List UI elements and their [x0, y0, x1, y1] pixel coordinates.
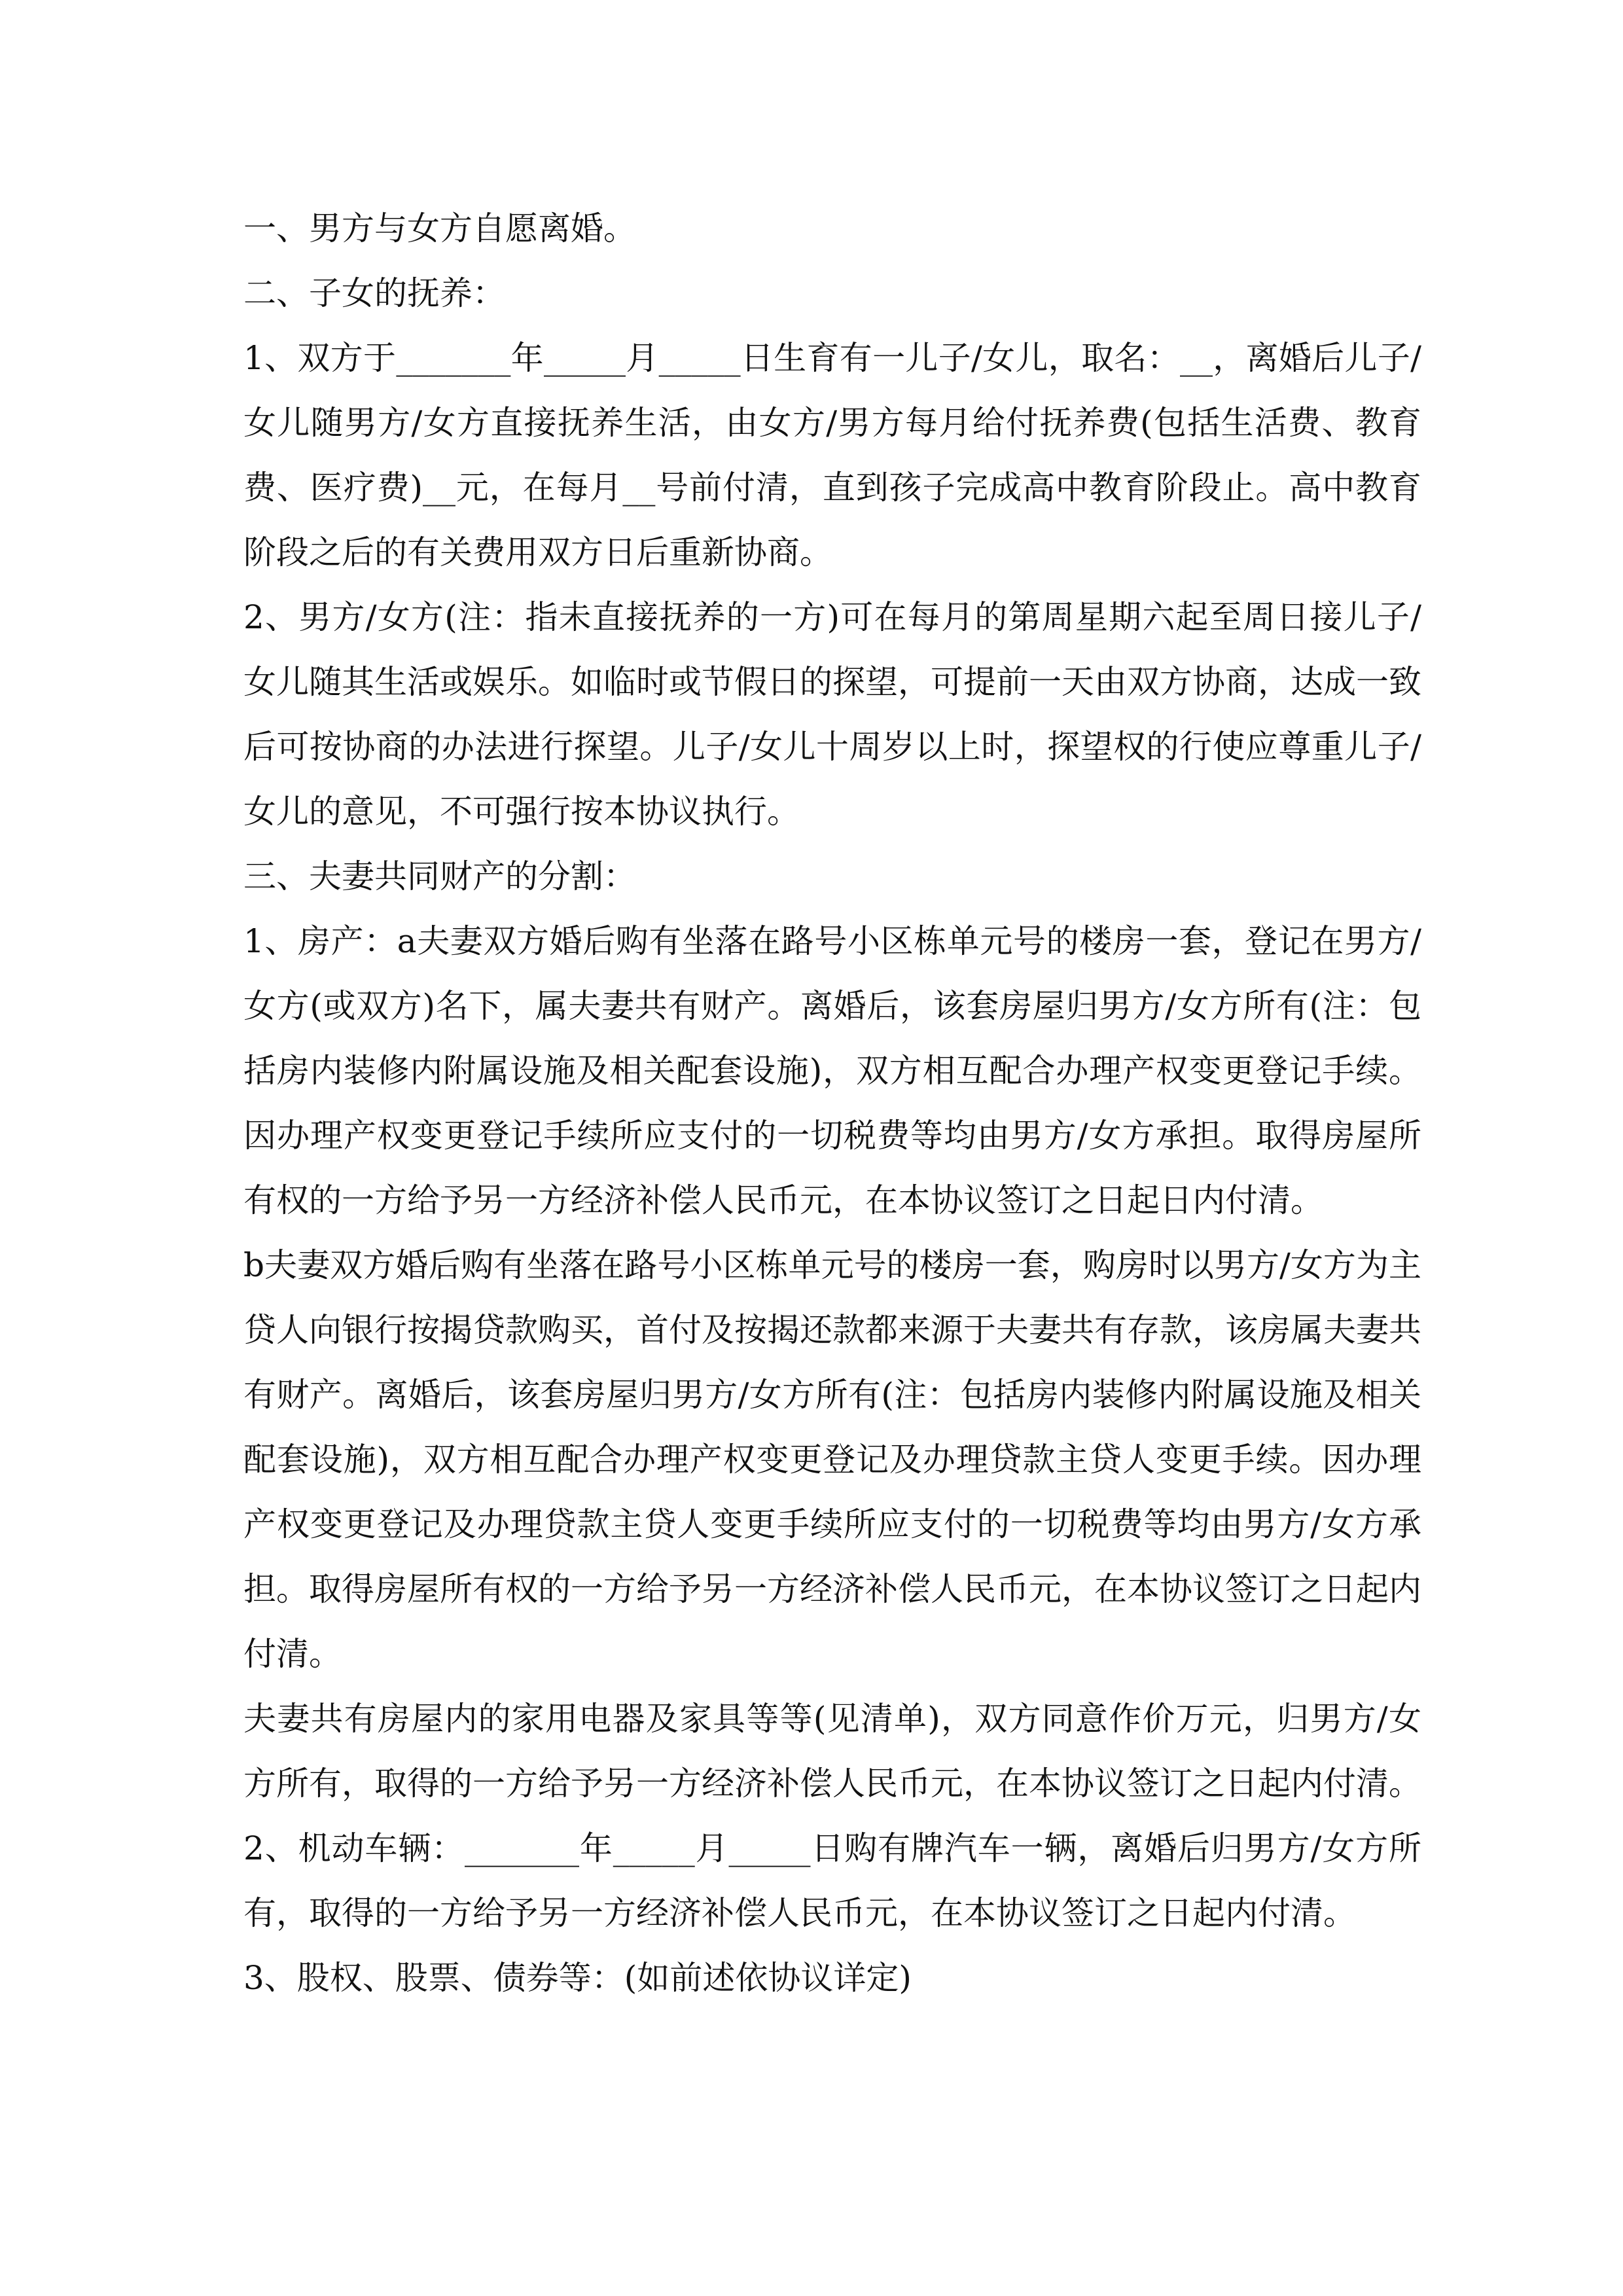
heading-child-custody: 二、子女的抚养：	[243, 274, 505, 312]
paragraph-equity-securities: 3、股权、股票、债券等：(如前述依协议详定)	[243, 1959, 912, 1997]
paragraph-household-items: 夫妻共有房屋内的家用电器及家具等等(见清单)，双方同意作价万元，归男方/女方所有，取得的一方给予另一方经济补偿人民币元，在本协议签订之日起内付清。	[243, 1700, 1421, 1803]
paragraph-voluntary-divorce: 一、男方与女方自愿离婚。	[243, 209, 636, 247]
paragraph-real-estate-b: b夫妻双方婚后购有坐落在路号小区栋单元号的楼房一套，购房时以男方/女方为主贷人向银行按揭贷款购买，首付及按揭还款都来源于夫妻共有存款，该房属夫妻共有财产。离婚后，该套房屋归男方/女方所有(注：包括房内装修内附属设施及相关配套设施)，双方相互配合办理产权变更登记及办理贷款主贷人变更手续。因办理产权变更登记及办理贷款主贷人变更手续所应支付的一切税费等均由男方/女方承担。取得房屋所有权的一方给予另一方经济补偿人民币元，在本协议签订之日起内付清。	[243, 1246, 1421, 1673]
paragraph-visitation-rights: 2、男方/女方(注：指未直接抚养的一方)可在每月的第周星期六起至周日接儿子/女儿随其生活或娱乐。如临时或节假日的探望，可提前一天由双方协商，达成一致后可按协商的办法进行探望。儿子/女儿十周岁以上时，探望权的行使应尊重儿子/女儿的意见，不可强行按本协议执行。	[243, 598, 1421, 831]
paragraph-real-estate-a: 1、房产：a夫妻双方婚后购有坐落在路号小区栋单元号的楼房一套，登记在男方/女方(或双方)名下，属夫妻共有财产。离婚后，该套房屋归男方/女方所有(注：包括房内装修内附属设施及相关配套设施)，双方相互配合办理产权变更登记手续。因办理产权变更登记手续所应支付的一切税费等均由男方/女方承担。取得房屋所有权的一方给予另一方经济补偿人民币元，在本协议签订之日起日内付清。	[243, 922, 1421, 1219]
document-body	[243, 196, 1421, 2011]
heading-property-division: 三、夫妻共同财产的分割：	[243, 857, 636, 895]
paragraph-child-support: 1、双方于_______年_____月_____日生育有一儿子/女儿，取名：__，离婚后儿子/女儿随男方/女方直接抚养生活，由女方/男方每月给付抚养费(包括生活费、教育费、医疗费)__元，在每月__号前付清，直到孩子完成高中教育阶段止。高中教育阶段之后的有关费用双方日后重新协商。	[243, 339, 1421, 571]
paragraph-motor-vehicle: 2、机动车辆：_______年_____月_____日购有牌汽车一辆，离婚后归男方/女方所有，取得的一方给予另一方经济补偿人民币元，在本协议签订之日起内付清。	[243, 1829, 1421, 1932]
